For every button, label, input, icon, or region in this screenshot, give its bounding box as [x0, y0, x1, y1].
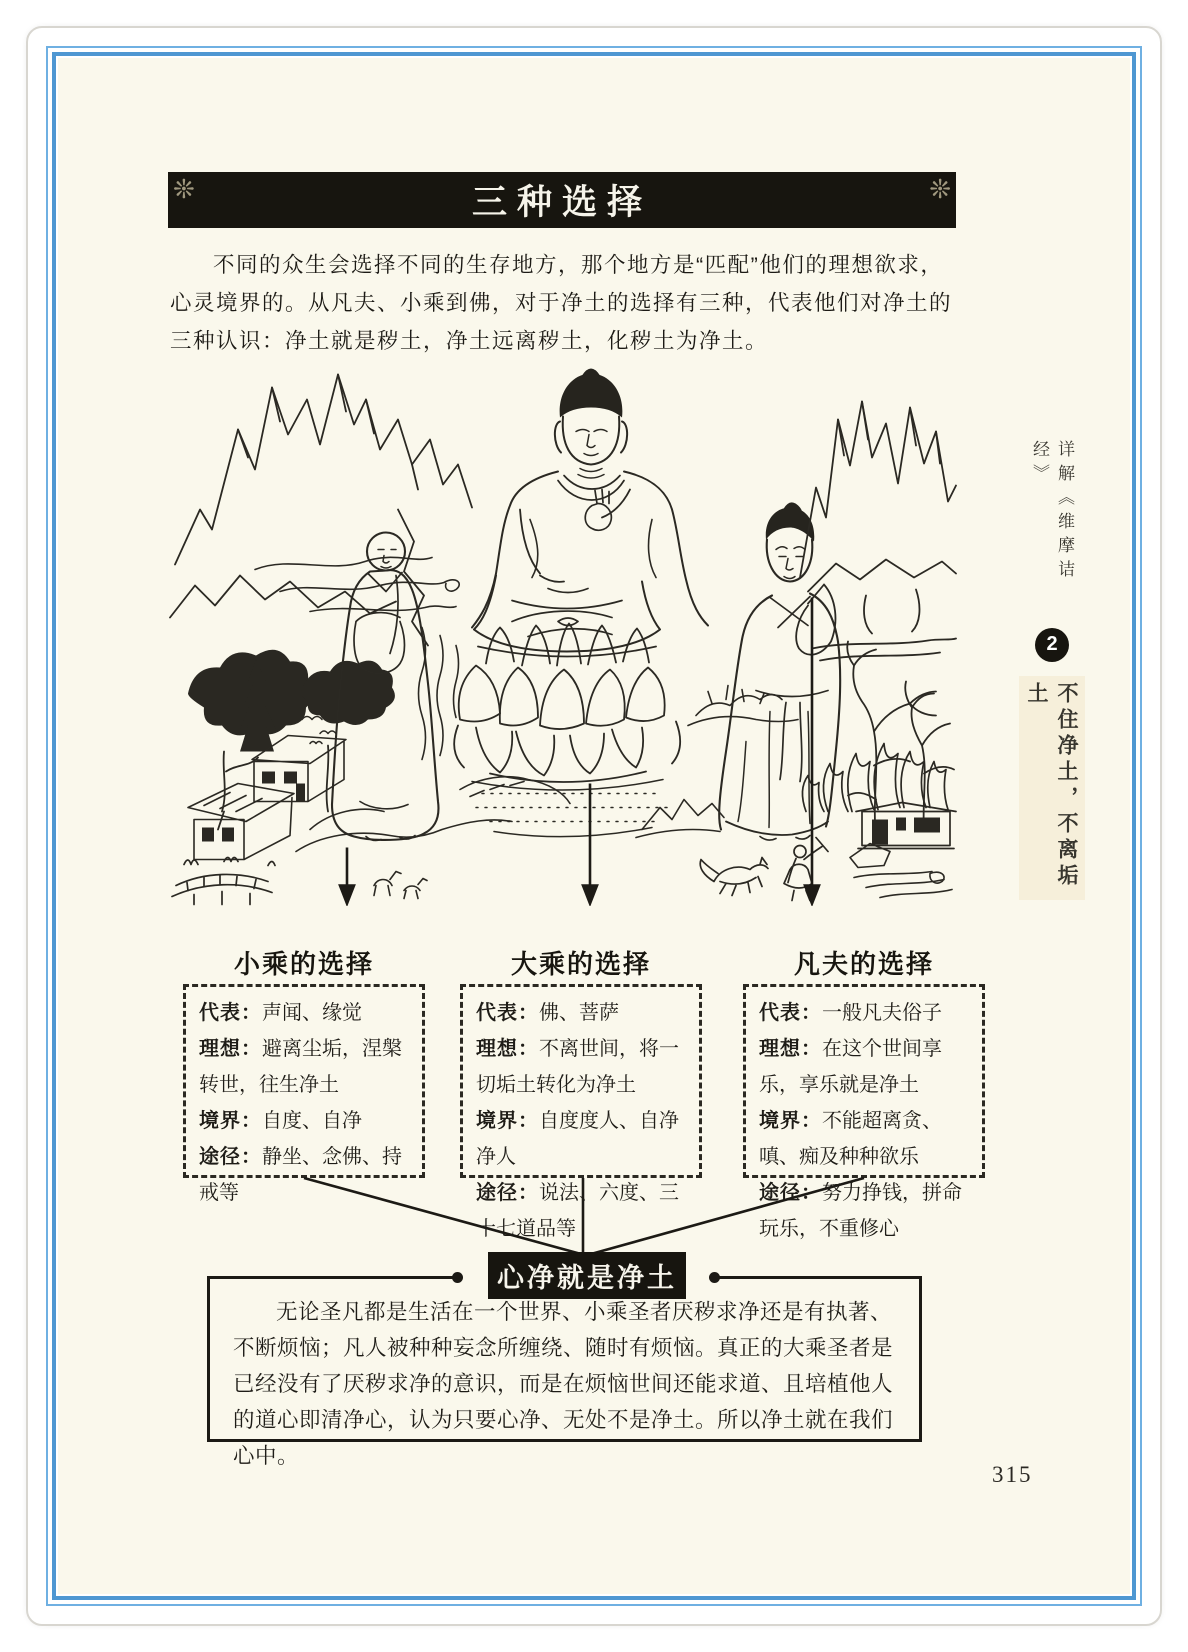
entry-value: 说法、六度、三十七道品等: [476, 1182, 679, 1240]
summary-frame-top-right: [715, 1276, 922, 1279]
sidebar: [1025, 440, 1079, 900]
entry-value: 不能超离贪、嗔、痴及种种欲乐: [759, 1110, 942, 1168]
column-title-ordinary: 凡夫的选择: [793, 949, 934, 979]
summary-paragraph: 无论圣凡都是生活在一个世界、小乘圣者厌秽求净还是有执著、不断烦恼；凡人被种种妄念所缠绕、随时有烦恼。真正的大乘圣者是已经没有了厌秽求净的意识，而是在烦恼世间还能求道、且培植他人的道心即清净心，认为只要心净、无处不是净土。所以净土就在我们心中。: [233, 1300, 894, 1468]
entry-label: 境界：: [476, 1110, 539, 1132]
entry-label: 途径：: [199, 1146, 262, 1168]
choice-box-ordinary: [743, 984, 985, 1240]
illustration: [160, 358, 960, 906]
chapter-number-badge: 2: [1035, 628, 1069, 662]
converging-lines: [200, 1172, 930, 1258]
entry-value: 不离世间，将一切垢土转化为净土: [476, 1038, 679, 1096]
conclusion-banner: [488, 1252, 686, 1299]
entry-label: 代表：: [759, 1002, 822, 1024]
burning-house-drawing: [636, 744, 956, 849]
entry-value: 佛、菩萨: [539, 1002, 619, 1024]
section-banner: [168, 172, 956, 228]
flow-arrow-mahayana: [583, 784, 597, 904]
deer-drawing: [374, 872, 427, 899]
right-mountains-drawing: [800, 402, 956, 661]
connector-dot-right: [709, 1272, 720, 1283]
left-mountains-drawing: [170, 375, 472, 646]
pond-texture-drawing: [472, 780, 668, 837]
banner-flourish-right-icon: ❊: [929, 174, 951, 204]
entry-value: 努力挣钱，拼命玩乐，不重修心: [759, 1182, 962, 1240]
page-number: 315: [992, 1462, 1033, 1487]
village-houses-drawing: [188, 736, 346, 860]
entry-label: 代表：: [199, 1002, 262, 1024]
entry-label: 境界：: [199, 1110, 262, 1132]
commoner-figure-drawing: [719, 502, 840, 840]
entry-value: 在这个世间享乐，享乐就是净土: [759, 1038, 942, 1096]
conclusion-title: 心净就是净土: [497, 1263, 677, 1293]
entry-label: 境界：: [759, 1110, 822, 1132]
lotus-throne-drawing: [454, 624, 680, 783]
entry-label: 理想：: [476, 1038, 539, 1060]
entry-label: 代表：: [476, 1002, 539, 1024]
choice-box-mahayana: [460, 984, 702, 1240]
stream-drawing: [850, 844, 952, 898]
chapter-title: 不住净土，不离垢土: [1019, 676, 1085, 900]
entry-value: 自度度人、自净净人: [476, 1110, 679, 1168]
fox-drawing: [700, 858, 768, 896]
entry-value: 自度、自净: [262, 1110, 362, 1132]
stone-bridge-drawing: [172, 858, 275, 905]
connector-dot-left: [452, 1272, 463, 1283]
entry-label: 途径：: [759, 1182, 822, 1204]
entry-label: 理想：: [199, 1038, 262, 1060]
series-title: 详解《维摩诘经》: [1030, 440, 1074, 584]
summary-frame-top-left: [207, 1276, 458, 1279]
flow-arrow-hinayana: [340, 848, 354, 904]
banner-flourish-left-icon: ❊: [173, 174, 195, 204]
buddha-figure-drawing: [472, 369, 708, 652]
flow-arrows: [340, 598, 819, 904]
entry-value: 一般凡夫俗子: [822, 1002, 942, 1024]
section-title: 三种选择: [471, 183, 652, 222]
entry-value: 声闻、缘觉: [262, 1002, 362, 1024]
column-title-mahayana: 大乘的选择: [510, 949, 651, 979]
entry-label: 理想：: [759, 1038, 822, 1060]
choice-box-hinayana: [183, 984, 425, 1204]
entry-value: 避离尘垢，涅槃转世，往生净土: [199, 1038, 402, 1096]
entry-value: 静坐、念佛、持戒等: [199, 1146, 402, 1204]
intro-paragraph: 不同的众生会选择不同的生存地方，那个地方是“匹配”他们的理想欲求，心灵境界的。从凡夫、小乘到佛，对于净土的选择有三种，代表他们对净土的三种认识：净土就是秽土，净土远离秽土，化秽土为净土。: [170, 253, 953, 353]
column-title-hinayana: 小乘的选择: [233, 949, 374, 979]
entry-label: 途径：: [476, 1182, 539, 1204]
